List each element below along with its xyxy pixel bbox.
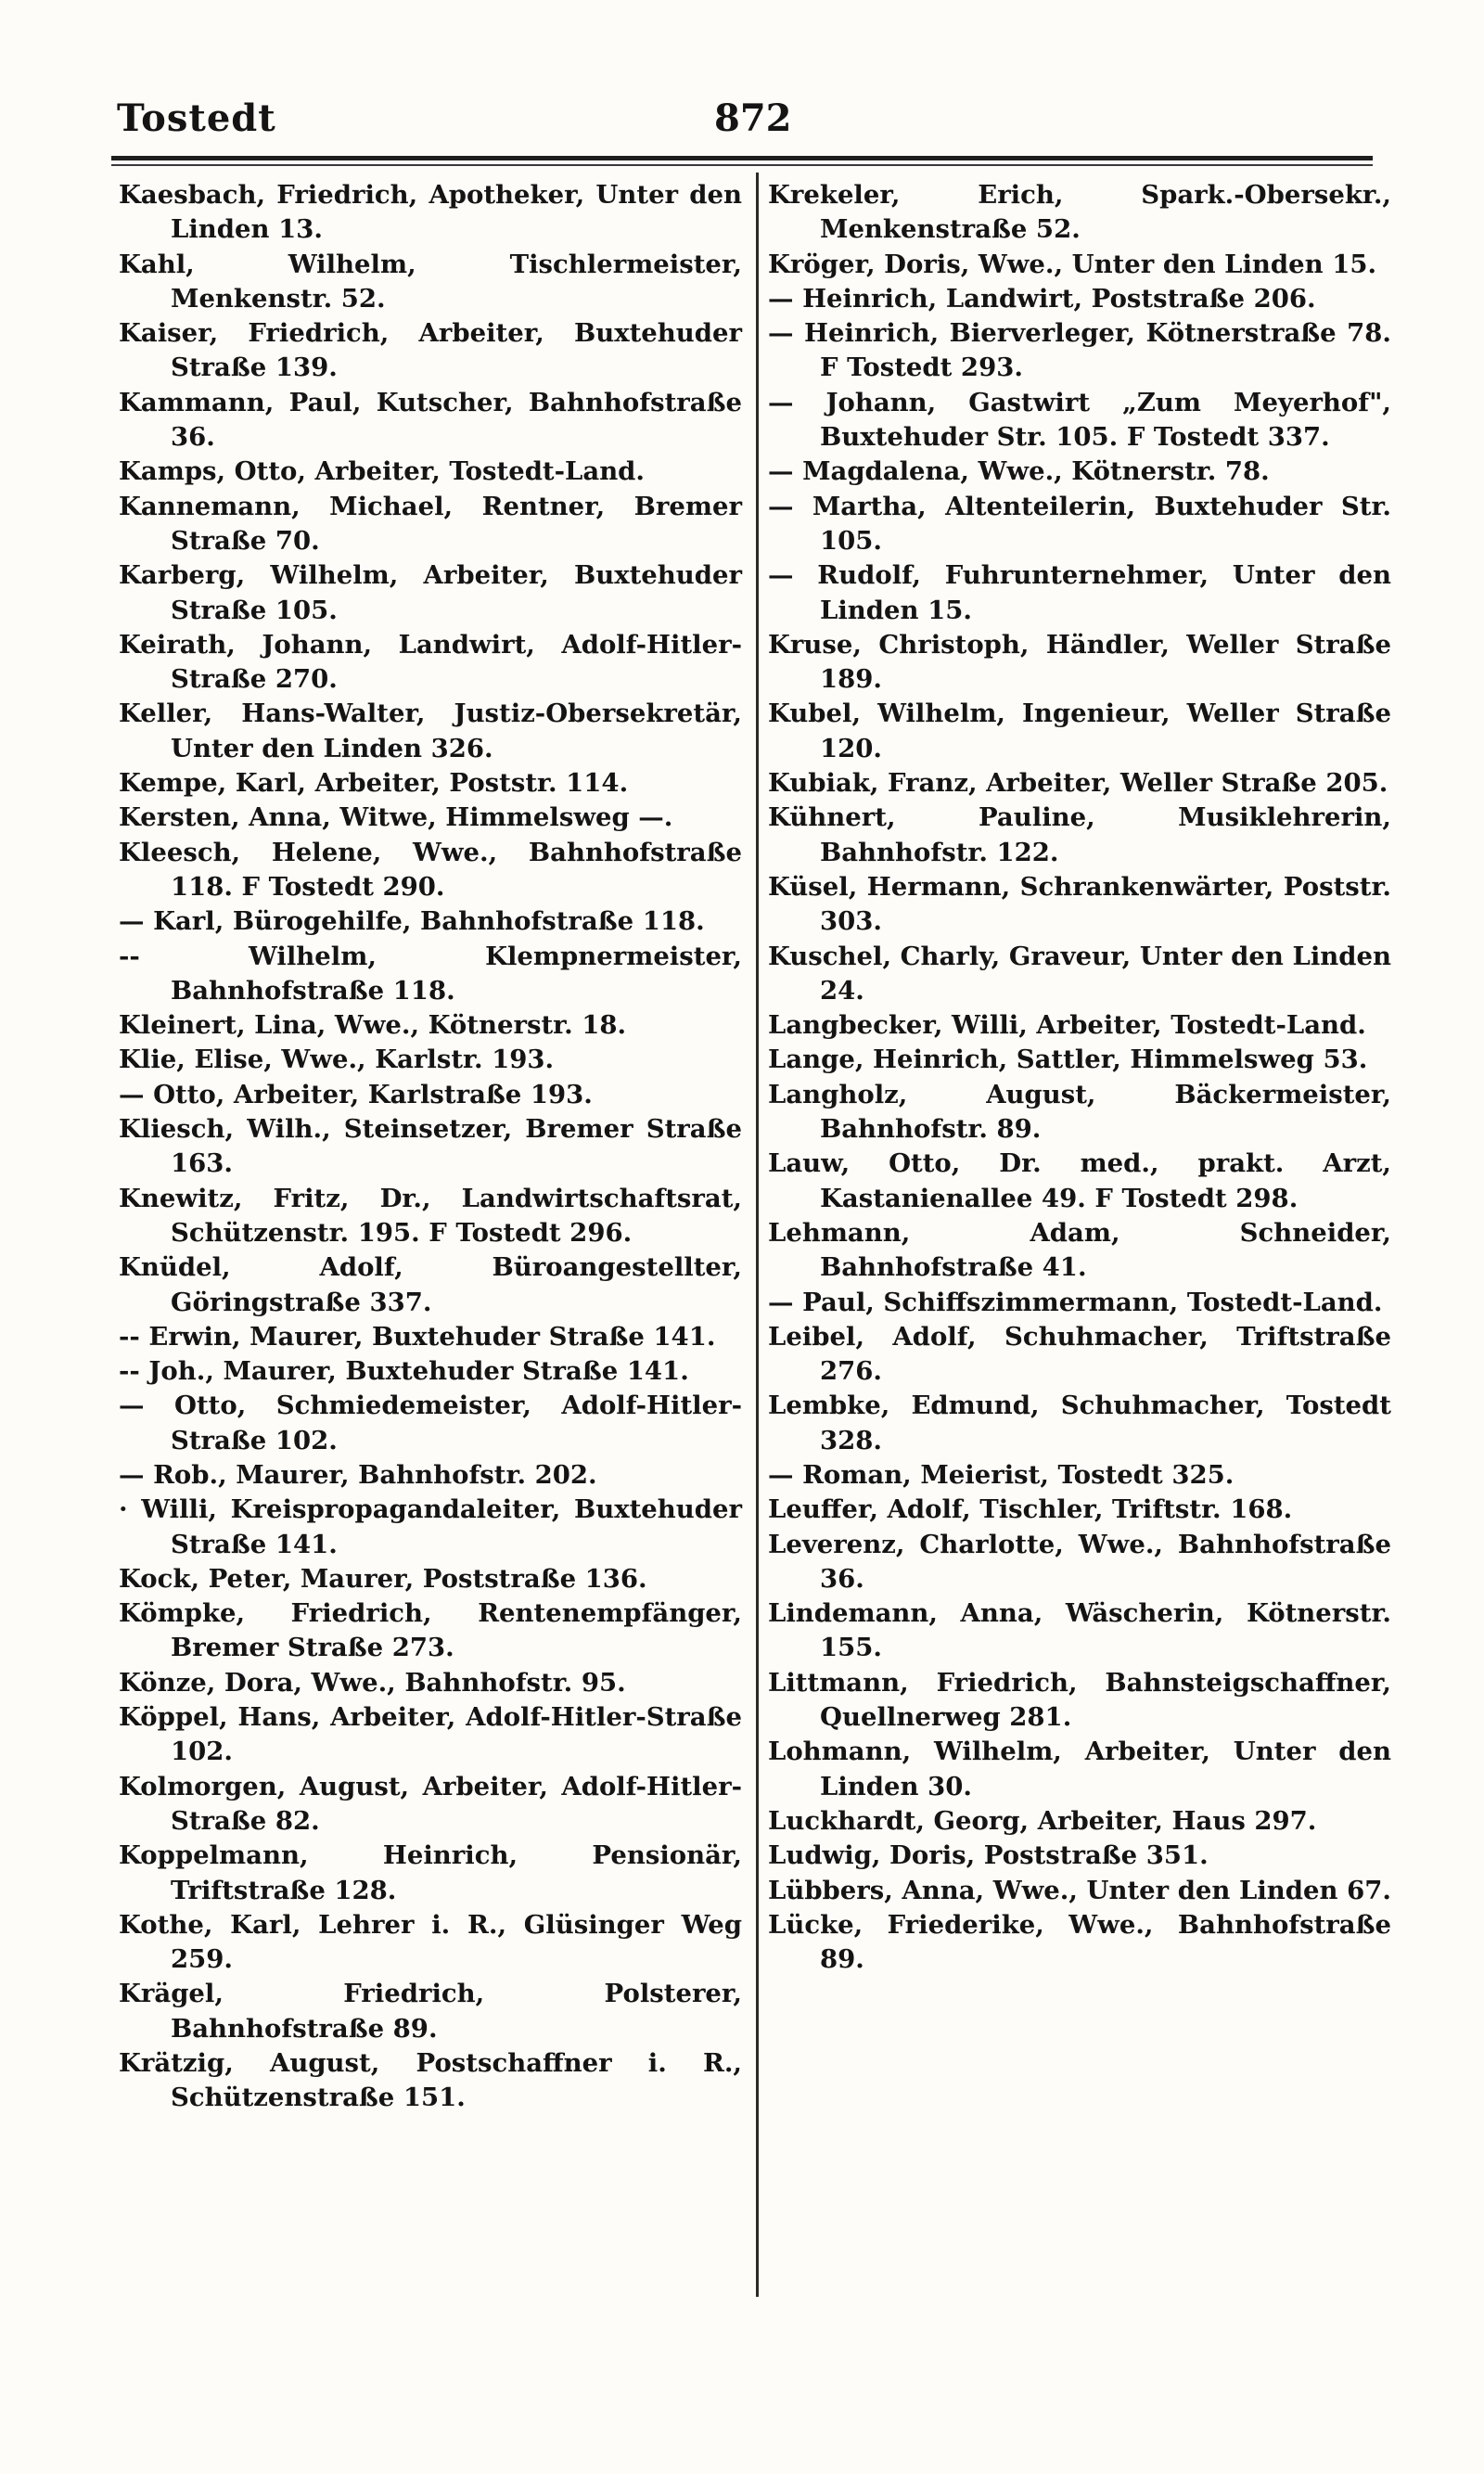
directory-entry: Keirath, Johann, Landwirt, Adolf-Hitler-Straße 270. xyxy=(119,629,742,695)
directory-entry: — Rob., Maurer, Bahnhofstr. 202. xyxy=(119,1459,597,1490)
directory-entry: Kaesbach, Friedrich, Apotheker, Unter den Linden 13. xyxy=(119,180,742,245)
directory-entry: — Heinrich, Bierverleger, Kötnerstraße 78. F Tostedt 293. xyxy=(768,318,1391,383)
directory-entry: Kliesch, Wilh., Steinsetzer, Bremer Straße 163. xyxy=(119,1114,742,1179)
directory-entry: Knewitz, Fritz, Dr., Landwirtschaftsrat, Schützenstr. 195. F Tostedt 296. xyxy=(119,1183,742,1248)
directory-entry: Kannemann, Michael, Rentner, Bremer Straße 70. xyxy=(119,491,742,556)
directory-entry: Krekeler, Erich, Spark.-Obersekr., Menkenstraße 52. xyxy=(768,180,1391,245)
directory-entry: Küsel, Hermann, Schrankenwärter, Poststr. 303. xyxy=(768,871,1391,937)
directory-entry: — Roman, Meierist, Tostedt 325. xyxy=(768,1459,1235,1490)
directory-entry: Kruse, Christoph, Händler, Weller Straße 189. xyxy=(768,629,1391,695)
page-number: 872 xyxy=(714,96,792,140)
directory-entry: Leverenz, Charlotte, Wwe., Bahnhofstraße 36. xyxy=(768,1529,1391,1594)
directory-entry: Kleinert, Lina, Wwe., Kötnerstr. 18. xyxy=(119,1010,627,1041)
directory-entry: Langbecker, Willi, Arbeiter, Tostedt-Land. xyxy=(768,1010,1366,1041)
directory-entry: Littmann, Friedrich, Bahnsteigschaffner, Quellnerweg 281. xyxy=(768,1667,1391,1733)
directory-entry: Kempe, Karl, Arbeiter, Poststr. 114. xyxy=(119,768,629,799)
directory-entry: -- Erwin, Maurer, Buxtehuder Straße 141. xyxy=(119,1321,716,1352)
directory-entry: — Heinrich, Landwirt, Poststraße 206. xyxy=(768,283,1316,314)
header-rule-thick xyxy=(111,156,1373,160)
directory-entry: Lembke, Edmund, Schuhmacher, Tostedt 328. xyxy=(768,1391,1391,1455)
directory-entry: Kammann, Paul, Kutscher, Bahnhofstraße 36. xyxy=(119,387,742,453)
directory-entry: Kock, Peter, Maurer, Poststraße 136. xyxy=(119,1563,647,1594)
directory-entry: — Rudolf, Fuhrunternehmer, Unter den Linden 15. xyxy=(768,560,1391,625)
directory-entry: -- Joh., Maurer, Buxtehuder Straße 141. xyxy=(119,1356,689,1387)
directory-entry: Lücke, Friederike, Wwe., Bahnhofstraße 89. xyxy=(768,1909,1391,1975)
directory-entry: Karberg, Wilhelm, Arbeiter, Buxtehuder Straße 105. xyxy=(119,560,742,625)
directory-entry: Kolmorgen, August, Arbeiter, Adolf-Hitler-Straße 82. xyxy=(119,1771,742,1836)
left-column xyxy=(119,178,742,2116)
directory-entry: Lauw, Otto, Dr. med., prakt. Arzt, Kastanienallee 49. F Tostedt 298. xyxy=(768,1148,1391,1213)
directory-entry: — Magdalena, Wwe., Kötnerstr. 78. xyxy=(768,456,1270,487)
column-divider xyxy=(756,173,759,2297)
directory-entry: Kubel, Wilhelm, Ingenieur, Weller Straße 120. xyxy=(768,699,1391,763)
directory-entry: Kuschel, Charly, Graveur, Unter den Linden 24. xyxy=(768,941,1391,1006)
directory-entry: Leuffer, Adolf, Tischler, Triftstr. 168. xyxy=(768,1494,1293,1525)
directory-entry: Lange, Heinrich, Sattler, Himmelsweg 53. xyxy=(768,1045,1368,1075)
directory-entry: Leibel, Adolf, Schuhmacher, Triftstraße 276. xyxy=(768,1321,1391,1387)
directory-entry: Luckhardt, Georg, Arbeiter, Haus 297. xyxy=(768,1805,1317,1836)
directory-entry: Lübbers, Anna, Wwe., Unter den Linden 67. xyxy=(768,1875,1391,1905)
directory-entry: Kamps, Otto, Arbeiter, Tostedt-Land. xyxy=(119,456,645,487)
directory-entry: — Karl, Bürogehilfe, Bahnhofstraße 118. xyxy=(119,906,705,937)
directory-entry: Kersten, Anna, Witwe, Himmelsweg —. xyxy=(119,802,673,833)
directory-entry: — Paul, Schiffszimmermann, Tostedt-Land. xyxy=(768,1287,1383,1317)
page-header xyxy=(111,96,1373,152)
directory-entry: · Willi, Kreispropagandaleiter, Buxtehuder Straße 141. xyxy=(119,1494,742,1559)
right-column xyxy=(768,178,1391,1977)
directory-entry: Kömpke, Friedrich, Rentenempfänger, Bremer Straße 273. xyxy=(119,1598,742,1663)
directory-entry: Lindemann, Anna, Wäscherin, Kötnerstr. 155. xyxy=(768,1598,1391,1663)
directory-entry: Krätzig, August, Postschaffner i. R., Schützenstraße 151. xyxy=(119,2048,742,2113)
directory-entry: Ludwig, Doris, Poststraße 351. xyxy=(768,1840,1209,1871)
directory-entry: Lehmann, Adam, Schneider, Bahnhofstraße 41. xyxy=(768,1217,1391,1283)
directory-entry: — Otto, Arbeiter, Karlstraße 193. xyxy=(119,1079,593,1109)
directory-entry: — Johann, Gastwirt „Zum Meyerhof", Buxtehuder Str. 105. F Tostedt 337. xyxy=(768,387,1391,453)
directory-entry: Krägel, Friedrich, Polsterer, Bahnhofstraße 89. xyxy=(119,1979,742,2044)
directory-entry: Keller, Hans-Walter, Justiz-Obersekretär, Unter den Linden 326. xyxy=(119,699,742,763)
directory-entry: — Martha, Altenteilerin, Buxtehuder Str. 105. xyxy=(768,491,1391,556)
directory-entry: Kothe, Karl, Lehrer i. R., Glüsinger Weg 259. xyxy=(119,1909,742,1975)
directory-entry: Köppel, Hans, Arbeiter, Adolf-Hitler-Straße 102. xyxy=(119,1702,742,1767)
directory-entry: Kubiak, Franz, Arbeiter, Weller Straße 205. xyxy=(768,768,1388,799)
directory-entry: Knüdel, Adolf, Büroangestellter, Göringstraße 337. xyxy=(119,1252,742,1317)
directory-entry: Könze, Dora, Wwe., Bahnhofstr. 95. xyxy=(119,1667,626,1698)
directory-entry: Kleesch, Helene, Wwe., Bahnhofstraße 118. F Tostedt 290. xyxy=(119,837,742,902)
header-rule-thin xyxy=(111,164,1373,166)
directory-entry: — Otto, Schmiedemeister, Adolf-Hitler-Straße 102. xyxy=(119,1391,742,1455)
directory-entry: Koppelmann, Heinrich, Pensionär, Triftstraße 128. xyxy=(119,1840,742,1905)
directory-entry: Langholz, August, Bäckermeister, Bahnhofstr. 89. xyxy=(768,1079,1391,1145)
directory-entry: Kahl, Wilhelm, Tischlermeister, Menkenstr. 52. xyxy=(119,249,742,314)
running-title: Tostedt xyxy=(117,96,276,140)
directory-entry: -- Wilhelm, Klempnermeister, Bahnhofstraße 118. xyxy=(119,941,742,1006)
directory-entry: Kaiser, Friedrich, Arbeiter, Buxtehuder Straße 139. xyxy=(119,318,742,383)
directory-entry: Klie, Elise, Wwe., Karlstr. 193. xyxy=(119,1045,555,1075)
directory-entry: Kröger, Doris, Wwe., Unter den Linden 15. xyxy=(768,249,1377,279)
directory-entry: Kühnert, Pauline, Musiklehrerin, Bahnhofstr. 122. xyxy=(768,802,1391,867)
directory-entry: Lohmann, Wilhelm, Arbeiter, Unter den Linden 30. xyxy=(768,1737,1391,1801)
